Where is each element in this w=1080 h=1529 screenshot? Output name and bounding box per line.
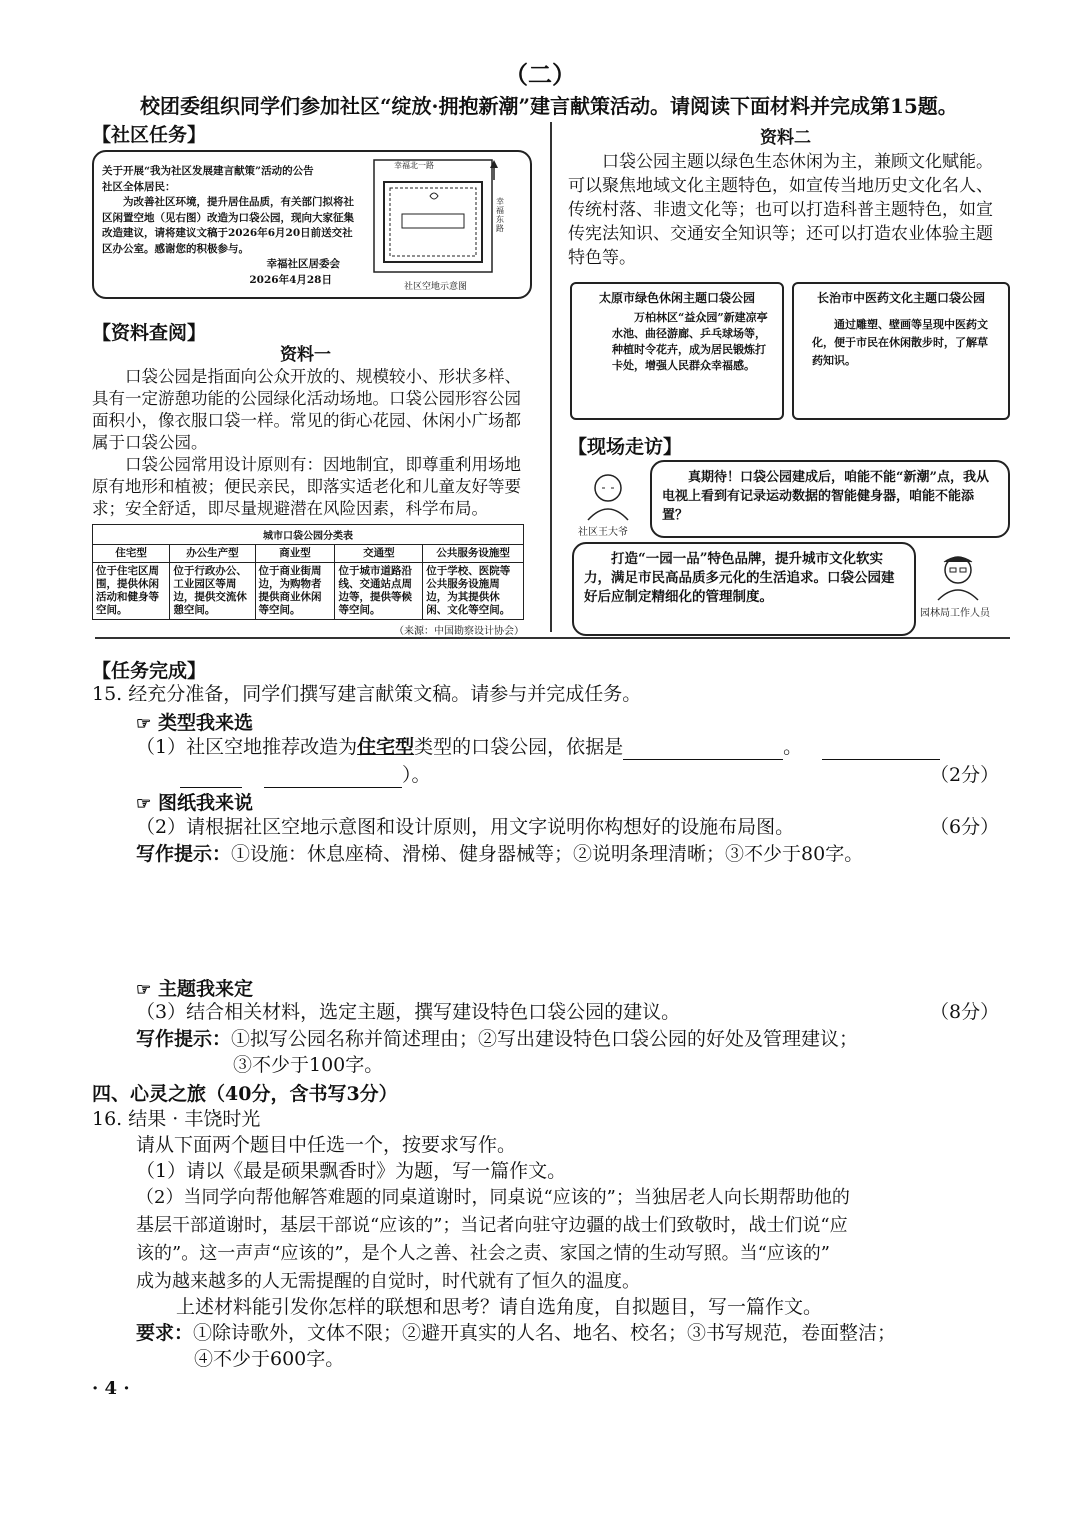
task1-pre: （1）社区空地推荐改造为 <box>136 736 358 758</box>
page-number: · 4 · <box>92 1378 130 1399</box>
task1-score: （2分） <box>930 764 1000 786</box>
pointing-hand-icon: ☞ <box>136 714 152 734</box>
answer-blank-2[interactable] <box>822 739 940 760</box>
task2-label: 图纸我来说 <box>158 792 254 814</box>
notice-content <box>102 164 360 288</box>
task3-label-row <box>136 974 253 1001</box>
person2-label: 园林局工作人员 <box>920 608 990 619</box>
q16-think: 上述材料能引发你怎样的联想和思考？请自选角度，自拟题目，写一篇作文。 <box>176 1296 823 1318</box>
task2-hint-label: 写作提示： <box>136 843 232 865</box>
table-cell: 位于住宅区周围，提供休闲活动和健身等空间。 <box>93 563 170 620</box>
q16-req-row <box>136 1320 896 1346</box>
task1-bold: 住宅型 <box>357 736 415 758</box>
column-divider <box>550 122 552 632</box>
notice-card <box>92 150 532 299</box>
card2-title: 长治市中医药文化主题口袋公园 <box>816 291 985 305</box>
q16-option1: （1）请以《最是硕果飘香时》为题，写一篇作文。 <box>136 1160 567 1182</box>
section-title: （二） <box>504 60 576 89</box>
table-cell: 位于商业街周边，为购物者提供商业休闲等空间。 <box>255 563 335 620</box>
map-right-label: 幸福东路 <box>496 197 504 233</box>
q16-instruction: 请从下面两个题目中任选一个，按要求写作。 <box>136 1134 517 1156</box>
task2-answer-area[interactable] <box>136 872 1008 970</box>
material1-p1: 口袋公园是指面向公众开放的、规模较小、形状多样、具有一定游憩功能的公园绿化活动场地。口袋公园形容公园面积小，像衣服口袋一样。常见的街心花园、休闲小广场都属于口袋公园。 <box>92 367 521 452</box>
q16-title: 16. 结果 · 丰饶时光 <box>92 1108 261 1130</box>
grandpa-icon <box>578 470 638 522</box>
reference-heading: 【资料查阅】 <box>92 322 207 344</box>
task3-hint1: ①拟写公园名称并简述理由；②写出建设特色口袋公园的好处及管理建议； <box>231 1028 859 1050</box>
task2-score: （6分） <box>930 816 1000 838</box>
answer-blank-1[interactable] <box>623 739 783 760</box>
q16-option2 <box>136 1184 1016 1296</box>
q15-prompt: 15. 经充分准备，同学们撰写建言献策文稿。请参与并完成任务。 <box>92 683 642 705</box>
person1-label: 社区王大爷 <box>578 527 628 538</box>
material1-text <box>92 366 524 520</box>
option2-line1: （2）当同学向帮他解答难题的同桌道谢时，同桌说“应该的”；当独居老人向长期帮助他的 <box>136 1187 850 1208</box>
task3-label: 主题我来定 <box>158 978 254 1000</box>
table-row <box>93 545 524 563</box>
task3-hint-label: 写作提示： <box>136 1028 232 1050</box>
community-task-heading: 【社区任务】 <box>92 124 207 146</box>
table-header: 办公生产型 <box>170 545 255 563</box>
req2: ④不少于600字。 <box>194 1348 345 1370</box>
table-cell: 位于学校、医院等公共服务设施周边，为其提供休闲、文化等空间。 <box>423 563 524 620</box>
divider-line <box>95 637 1010 639</box>
req-label: 要求： <box>136 1322 194 1344</box>
task1-line2 <box>136 762 1008 788</box>
task1-line1 <box>136 734 1008 760</box>
table-cell: 位于城市道路沿线、交通站点周边等，提供等候等空间。 <box>335 563 423 620</box>
req1: ①除诗歌外，文体不限；②避开真实的人名、地名、校名；③书写规范，卷面整洁； <box>193 1322 897 1344</box>
staff-icon <box>928 550 988 602</box>
park-card-taiyuan <box>570 282 784 420</box>
table-header: 商业型 <box>255 545 335 563</box>
task1-label: 类型我来选 <box>158 712 254 734</box>
task2-text: （2）请根据社区空地示意图和设计原则，用文字说明你构想好的设施布局图。 <box>136 816 795 838</box>
table-header: 公共服务设施型 <box>423 545 524 563</box>
option2-line2: 基层干部道谢时，基层干部说“应该的”；当记者向驻守边疆的战士们致敬时，战士们说“应 <box>136 1215 848 1236</box>
interview-heading: 【现场走访】 <box>568 436 683 458</box>
material1-p2: 口袋公园常用设计原则有：因地制宜，即尊重利用场地原有地形和植被；便民亲民，即落实适老化和儿童友好等要求；安全舒适，即尽量规避潜在风险因素，科学布局。 <box>92 455 521 518</box>
pointing-hand-icon: ☞ <box>136 980 152 1000</box>
notice-title: 关于开展“我为社区发展建言献策”活动的公告 <box>102 165 314 177</box>
notice-signature: 幸福社区居委会 <box>266 258 340 270</box>
speech-bubble-2: 打造“一园一品”特色品牌，提升城市文化软实力，满足市民高品质多元化的生活追求。口袋公园建好后应制定精细化的管理制度。 <box>572 542 916 636</box>
table-cell: 位于行政办公、工业园区等周边，提供交流休憩空间。 <box>170 563 255 620</box>
park-table-wrap <box>92 524 524 637</box>
table-row <box>93 563 524 620</box>
material2-title: 资料二 <box>760 128 811 148</box>
section-intro: 校团委组织同学们参加社区“绽放·拥抱新潮”建言献策活动。请阅读下面材料并完成第15题。 <box>140 94 958 118</box>
map-top-label: 幸福北一路 <box>394 161 434 170</box>
option2-line4: 成为越来越多的人无需提醒的自觉时，时代就有了恒久的温度。 <box>136 1271 640 1292</box>
table-header: 住宅型 <box>93 545 170 563</box>
answer-blank-3[interactable] <box>180 767 242 788</box>
speech-bubble-1: 真期待！口袋公园建成后，咱能不能“新潮”点，我从电视上看到有记录运动数据的智能健身器，咱能不能添置？ <box>650 460 1010 538</box>
task2-label-row <box>136 788 253 815</box>
map-caption: 社区空地示意图 <box>404 282 468 292</box>
task1-close: ）。 <box>402 764 431 786</box>
task3-hint-row <box>136 1026 858 1052</box>
park-card-changzhi <box>792 282 1010 420</box>
notice-salutation: 社区全体居民： <box>102 180 176 193</box>
card1-title: 太原市绿色休闲主题口袋公园 <box>598 291 755 305</box>
option2-line3: 该的”。这一声声“应该的”，是个人之善、社会之责、家国之情的生动写照。当“应该的” <box>136 1243 831 1264</box>
task1-label-row <box>136 708 253 735</box>
material2-text: 口袋公园主题以绿色生态休闲为主，兼顾文化赋能。可以聚焦地域文化主题特色，如宣传当地历史文化名人、传统村落、非遗文化等；也可以打造科普主题特色，如宣传宪法知识、交通安全知识等；还可以打造农业体验主题特色等。 <box>568 152 993 268</box>
card1-body: 万柏林区“益众园”新建凉亭水池、曲径游廊、乒乓球场等，种植时令花卉，成为居民锻炼打卡处，增强人民群众幸福感。 <box>612 311 768 372</box>
pointing-hand-icon: ☞ <box>136 794 152 814</box>
task3-hint2: ③不少于100字。 <box>233 1054 384 1076</box>
answer-blank-4[interactable] <box>264 767 402 788</box>
task2-hint-row <box>136 841 863 867</box>
task1-post: 类型的口袋公园，依据是 <box>414 736 624 758</box>
table-source: （来源：中国勘察设计协会） <box>394 626 524 637</box>
park-table-caption: 城市口袋公园分类表 <box>92 524 524 544</box>
part4-heading: 四、心灵之旅（40分，含书写3分） <box>92 1083 398 1105</box>
material1-title: 资料一 <box>280 345 331 365</box>
notice-body: 为改善社区环境，提升居住品质，有关部门拟将社区闲置空地（见右图）改造为口袋公园，现向大家征集改造建议，请将建议文稿于2026年6月20日前送交社区办公室。感谢您的积极参与。 <box>102 196 354 255</box>
card2-body: 通过雕塑、壁画等呈现中医药文化，便于市民在休闲散步时，了解草药知识。 <box>812 318 988 367</box>
park-table <box>92 544 524 620</box>
task1-dot: 。 <box>783 736 803 758</box>
notice-date: 2026年4月28日 <box>249 273 332 286</box>
task3-text: （3）结合相关材料，选定主题，撰写建设特色口袋公园的建议。 <box>136 1001 681 1023</box>
task3-score: （8分） <box>930 1001 1000 1023</box>
tasks-heading: 【任务完成】 <box>92 660 207 682</box>
task2-hint: ①设施：休息座椅、滑梯、健身器械等；②说明条理清晰；③不少于80字。 <box>231 843 864 865</box>
table-header: 交通型 <box>335 545 423 563</box>
